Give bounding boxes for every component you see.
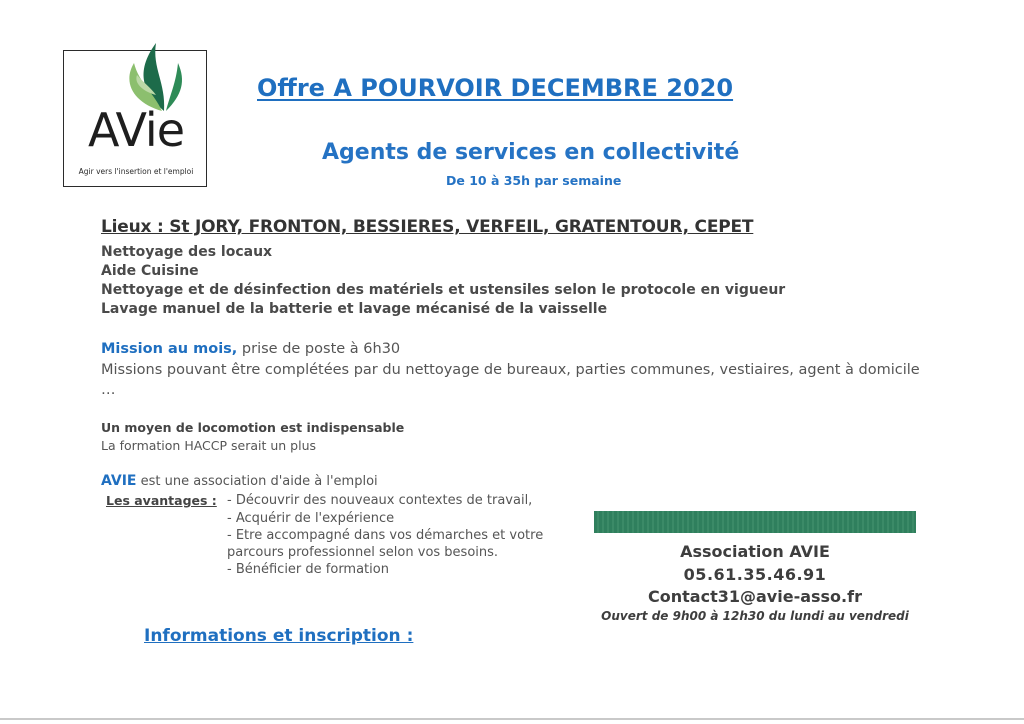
task-item: Aide Cuisine xyxy=(101,263,199,279)
logo-tagline: Agir vers l'insertion et l'emploi xyxy=(78,167,194,176)
advantage-item: - Etre accompagné dans vos démarches et votre xyxy=(227,528,544,543)
advantages-label: Les avantages : xyxy=(106,493,217,508)
info-heading: Informations et inscription : xyxy=(144,626,414,646)
advantage-item: parcours professionnel selon vos besoins. xyxy=(227,545,499,560)
mission-detail: Missions pouvant être complétées par du nettoyage de bureaux, parties communes, vestiaires, agent à domicile … xyxy=(101,362,920,398)
haccp-note: La formation HACCP serait un plus xyxy=(101,438,317,453)
advantage-item: - Acquérir de l'expérience xyxy=(227,511,395,526)
advantage-item: - Bénéficier de formation xyxy=(227,562,389,577)
task-item: Lavage manuel de la batterie et lavage mécanisé de la vaisselle xyxy=(101,301,608,317)
mission-rest: prise de poste à 6h30 xyxy=(237,341,401,357)
advantage-item: - Découvrir des nouveaux contextes de travail, xyxy=(227,493,533,508)
mission-lead: Mission au mois, xyxy=(101,341,238,357)
locations: Lieux : St JORY, FRONTON, BESSIERES, VERFEIL, GRATENTOUR, CEPET xyxy=(101,217,754,237)
job-title: Agents de services en collectivité xyxy=(322,140,740,165)
mission-line xyxy=(101,341,400,357)
page-title: Offre A POURVOIR DECEMBRE 2020 xyxy=(257,74,734,102)
logo-wordmark: AVie xyxy=(87,103,185,157)
locomotion-requirement: Un moyen de locomotion est indispensable xyxy=(101,420,405,435)
avie-logo xyxy=(63,50,207,187)
avie-rest: est une association d'aide à l'emploi xyxy=(136,474,378,489)
contact-phone: 05.61.35.46.91 xyxy=(683,565,827,584)
avie-description xyxy=(101,473,378,489)
contact-email[interactable]: Contact31@avie-asso.fr xyxy=(648,587,862,606)
opening-hours: Ouvert de 9h00 à 12h30 du lundi au vendredi xyxy=(601,609,909,623)
avie-lead: AVIE xyxy=(101,473,137,489)
contact-name: Association AVIE xyxy=(680,542,830,561)
task-item: Nettoyage des locaux xyxy=(101,244,273,260)
weekly-hours: De 10 à 35h par semaine xyxy=(446,173,622,188)
bottom-divider xyxy=(0,718,1024,720)
leaf-icon xyxy=(104,33,194,113)
task-item: Nettoyage et de désinfection des matériels et ustensiles selon le protocole en vigueur xyxy=(101,282,786,298)
green-banner xyxy=(594,511,916,533)
